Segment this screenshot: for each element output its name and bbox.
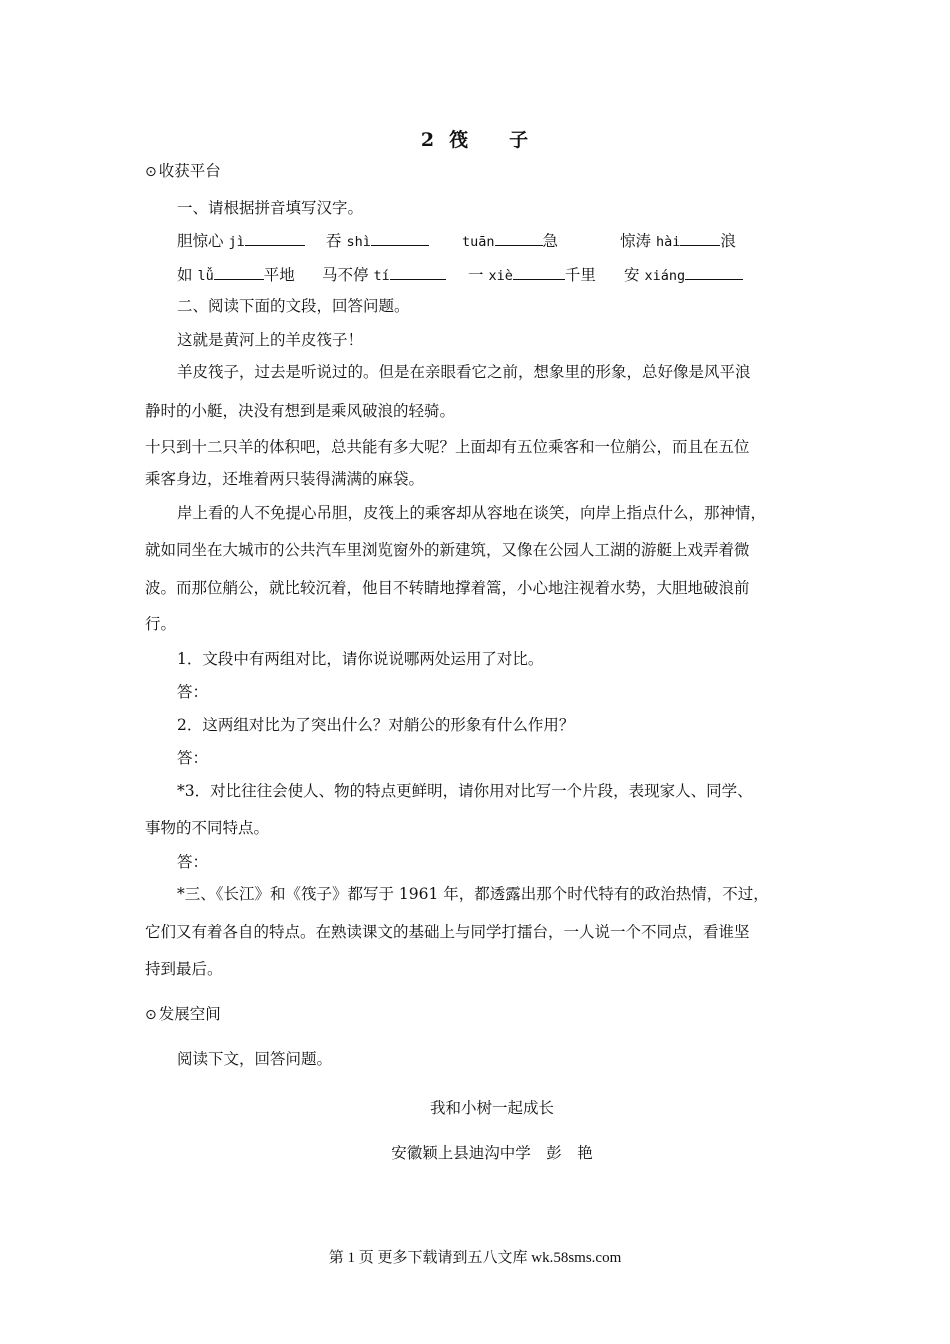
- passage-line: 行。: [145, 615, 177, 633]
- passage-line: 十只到十二只羊的体积吧，总共能有多大呢？上面却有五位乘客和一位艄公，而且在五位: [145, 438, 750, 456]
- fill-blank[interactable]: [214, 265, 264, 280]
- pinyin-item: 吞 shì: [326, 229, 429, 251]
- answer-label[interactable]: 答：: [177, 683, 209, 701]
- fill-blank[interactable]: [390, 265, 446, 280]
- sub-question-2: 2．这两组对比为了突出什么？对艄公的形象有什么作用？: [177, 716, 575, 734]
- title-char-1: 筏: [449, 129, 470, 151]
- passage-line: 波。而那位艄公，就比较沉着，他目不转睛地撑着篙，小心地注视着水势，大胆地破浪前: [145, 579, 750, 597]
- circle-dot-icon: ⊙: [145, 164, 157, 180]
- section-develop-label: 发展空间: [158, 1005, 221, 1023]
- sub-question-3-cont: 事物的不同特点。: [145, 819, 270, 837]
- title-number: 2: [420, 129, 436, 151]
- sub-question-1: 1．文段中有两组对比，请你说说哪两处运用了对比。: [177, 650, 544, 668]
- fill-blank[interactable]: [495, 231, 543, 246]
- question-3-line: 持到最后。: [145, 960, 223, 978]
- page-title: [0, 125, 950, 152]
- section-harvest-heading: [145, 161, 810, 182]
- question-3-line: *三、《长江》和《筏子》都写于 1961 年，都透露出那个时代特有的政治热情，不过，: [177, 885, 769, 903]
- circle-dot-icon: ⊙: [145, 1007, 157, 1023]
- passage-line: 羊皮筏子，过去是听说过的。但是在亲眼看它之前，想象里的形象，总好像是风平浪: [177, 363, 751, 381]
- article-author: 安徽颖上县迪沟中学 彭 艳: [391, 1144, 593, 1162]
- sub-question-3: *3．对比往往会使人、物的特点更鲜明，请你用对比写一个片段，表现家人、同学、: [177, 782, 753, 800]
- pinyin-item: 安 xiáng: [624, 263, 743, 285]
- pinyin-item: 如 lǚ 平地: [177, 266, 295, 284]
- pinyin-item: 惊涛 hài 浪: [620, 232, 736, 250]
- section-develop-heading: [145, 1004, 810, 1025]
- passage-line: 岸上看的人不免提心吊胆，皮筏上的乘客却从容地在谈笑，向岸上指点什么，那神情，: [177, 504, 767, 522]
- passage-line: 乘客身边，还堆着两只装得满满的麻袋。: [145, 470, 425, 488]
- passage-line: 这就是黄河上的羊皮筏子！: [177, 331, 364, 349]
- fill-blank[interactable]: [245, 231, 305, 246]
- page-footer: 第 1 页 更多下载请到五八文库 wk.58sms.com: [328, 1250, 622, 1266]
- pinyin-item: 马不停 tí: [322, 263, 446, 285]
- question-1-heading: 一、请根据拼音填写汉字。: [177, 199, 364, 217]
- fill-blank[interactable]: [680, 231, 720, 246]
- section-harvest-label: 收获平台: [158, 162, 221, 180]
- question-2-heading: 二、阅读下面的文段，回答问题。: [177, 297, 410, 315]
- fill-blank[interactable]: [513, 265, 565, 280]
- title-char-2: 子: [509, 129, 530, 151]
- pinyin-item: 胆惊心 jì: [177, 229, 305, 251]
- passage-line: 就如同坐在大城市的公共汽车里浏览窗外的新建筑，又像在公园人工湖的游艇上戏弄着微: [145, 541, 750, 559]
- answer-label[interactable]: 答：: [177, 749, 209, 767]
- answer-label[interactable]: 答：: [177, 853, 209, 871]
- fill-blank[interactable]: [685, 265, 743, 280]
- question-3-line: 它们又有着各自的特点。在熟读课文的基础上与同学打擂台，一人说一个不同点，看谁坚: [145, 923, 750, 941]
- article-title: 我和小树一起成长: [429, 1099, 554, 1117]
- pinyin-item: 一 xiè 千里: [468, 266, 596, 284]
- passage-line: 静时的小艇，决没有想到是乘风破浪的轻骑。: [145, 402, 456, 420]
- fill-blank[interactable]: [371, 231, 429, 246]
- pinyin-item: tuān 急: [462, 232, 559, 250]
- reading-instruction: 阅读下文，回答问题。: [177, 1050, 333, 1068]
